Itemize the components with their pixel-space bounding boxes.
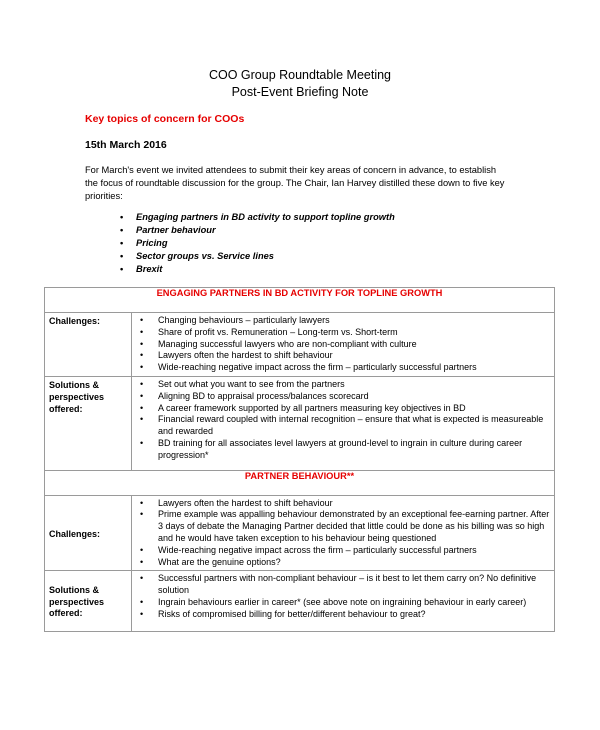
topics-table [44, 287, 555, 632]
list-item: • Set out what you want to see from the partners [132, 379, 550, 391]
list-item: • Wide-reaching negative impact across the firm – particularly successful partners [132, 545, 550, 557]
solutions-label: Solutions & perspectives offered: [45, 376, 132, 470]
list-item: • Aligning BD to appraisal process/balances scorecard [132, 391, 550, 403]
document-subtitle: Post-Event Briefing Note [231, 85, 369, 99]
challenges-label: Challenges: [45, 495, 132, 571]
document-date: 15th March 2016 [85, 139, 167, 151]
list-item: • Wide-reaching negative impact across the firm – particularly successful partners [132, 362, 550, 374]
priority-item: • Partner behaviour [120, 224, 395, 237]
list-item: • What are the genuine options? [132, 557, 550, 569]
section-heading: PARTNER BEHAVIOUR** [45, 470, 555, 495]
list-item: • Lawyers often the hardest to shift behaviour [132, 498, 550, 510]
list-item: • BD training for all associates level lawyers at ground-level to ingrain in culture during career progression* [132, 438, 550, 462]
list-item: • Financial reward coupled with internal recognition – ensure that what is expected is measureable and rewarded [132, 414, 550, 438]
list-item: • Risks of compromised billing for better/different behaviour to great? [132, 609, 550, 621]
intro-paragraph: For March's event we invited attendees to submit their key areas of concern in advance, to establish the focus of roundtable discussion for the group. The Chair, Ian Harvey distilled these down to five key priorities: [85, 165, 505, 201]
section-header-row [45, 470, 555, 495]
list-item: • Share of profit vs. Remuneration – Long-term vs. Short-term [132, 327, 550, 339]
priority-item: • Engaging partners in BD activity to support topline growth [120, 211, 395, 224]
priorities-list [120, 211, 395, 276]
challenges-cell [132, 313, 555, 377]
solutions-label: Solutions & perspectives offered: [45, 571, 132, 631]
challenges-label: Challenges: [45, 313, 132, 377]
priority-item: • Pricing [120, 237, 395, 250]
document-title: COO Group Roundtable Meeting [208, 68, 392, 82]
list-item: • Ingrain behaviours earlier in career* (see above note on ingraining behaviour in early career) [132, 597, 550, 609]
list-item: • Changing behaviours – particularly lawyers [132, 315, 550, 327]
solutions-cell [132, 376, 555, 470]
list-item: • A career framework supported by all partners measuring key objectives in BD [132, 403, 550, 415]
list-item: • Prime example was appalling behaviour demonstrated by an exceptional fee-earning partner. After 3 days of debate the Managing Partner decided that little could be done as his billing was so high and he would have taken exception to his behaviour being questioned [132, 509, 550, 544]
table-row [45, 313, 555, 377]
solutions-cell [132, 571, 555, 631]
challenges-cell [132, 495, 555, 571]
priority-item: • Sector groups vs. Service lines [120, 250, 395, 263]
section-heading: ENGAGING PARTNERS IN BD ACTIVITY FOR TOPLINE GROWTH [45, 288, 555, 313]
priority-item: • Brexit [120, 263, 395, 276]
section-subheading: Key topics of concern for COOs [85, 113, 245, 125]
list-item: • Managing successful lawyers who are non-compliant with culture [132, 339, 550, 351]
section-header-row [45, 288, 555, 313]
list-item: • Successful partners with non-compliant behaviour – is it best to let them carry on? No definitive solution [132, 573, 550, 597]
table-row [45, 495, 555, 571]
table-row [45, 571, 555, 631]
table-row [45, 376, 555, 470]
list-item: • Lawyers often the hardest to shift behaviour [132, 350, 550, 362]
